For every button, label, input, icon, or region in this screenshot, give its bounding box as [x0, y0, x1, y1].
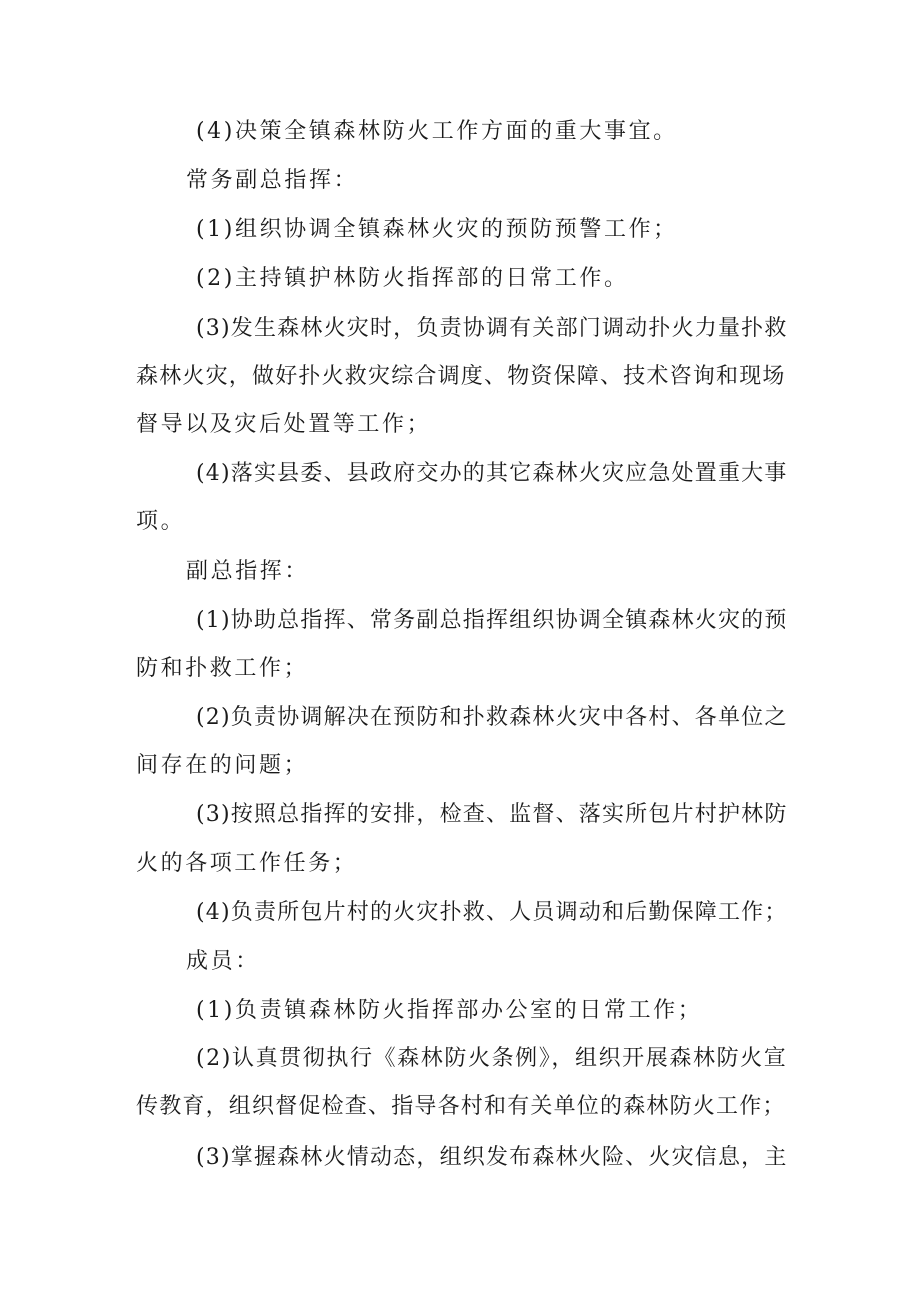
- paragraph-line: 传教育，组织督促检查、指导各村和有关单位的森林防火工作；: [136, 1094, 786, 1119]
- paragraph-line: (3)掌握森林火情动态，组织发布森林火险、火灾信息，主: [196, 1145, 788, 1170]
- paragraph-line: 间存在的问题；: [136, 753, 309, 778]
- paragraph-line: 森林火灾，做好扑火救灾综合调度、物资保障、技术咨询和现场: [136, 364, 786, 389]
- paragraph-line: (3)发生森林火灾时，负责协调有关部门调动扑火力量扑救: [196, 316, 788, 341]
- section-heading: 常务副总指挥：: [186, 168, 359, 193]
- section-heading: 成员：: [186, 949, 260, 974]
- paragraph-line: (1)协助总指挥、常务副总指挥组织协调全镇森林火灾的预: [196, 608, 788, 633]
- section-heading: 副总指挥：: [186, 559, 310, 584]
- paragraph-line: 项。: [136, 509, 186, 534]
- paragraph-line: (4)决策全镇森林防火工作方面的重大事宜。: [196, 119, 678, 144]
- paragraph-line: (2)主持镇护林防火指挥部的日常工作。: [196, 266, 629, 291]
- paragraph-line: (1)组织协调全镇森林火灾的预防预警工作；: [196, 217, 678, 242]
- paragraph-line: (1)负责镇森林防火指挥部办公室的日常工作；: [196, 998, 703, 1023]
- paragraph-line: (2)认真贯彻执行《森林防火条例》，组织开展森林防火宣: [196, 1046, 788, 1071]
- paragraph-line: (2)负责协调解决在预防和扑救森林火灾中各村、各单位之: [196, 705, 788, 730]
- paragraph-line: 火的各项工作任务；: [136, 851, 358, 876]
- paragraph-line: (4)落实县委、县政府交办的其它森林火灾应急处置重大事: [196, 461, 788, 486]
- paragraph-line: (4)负责所包片村的火灾扑救、人员调动和后勤保障工作；: [196, 900, 788, 925]
- paragraph-line: (3)按照总指挥的安排，检查、监督、落实所包片村护林防: [196, 802, 788, 827]
- paragraph-line: 督导以及灾后处置等工作；: [136, 412, 432, 437]
- paragraph-line: 防和扑救工作；: [136, 656, 309, 681]
